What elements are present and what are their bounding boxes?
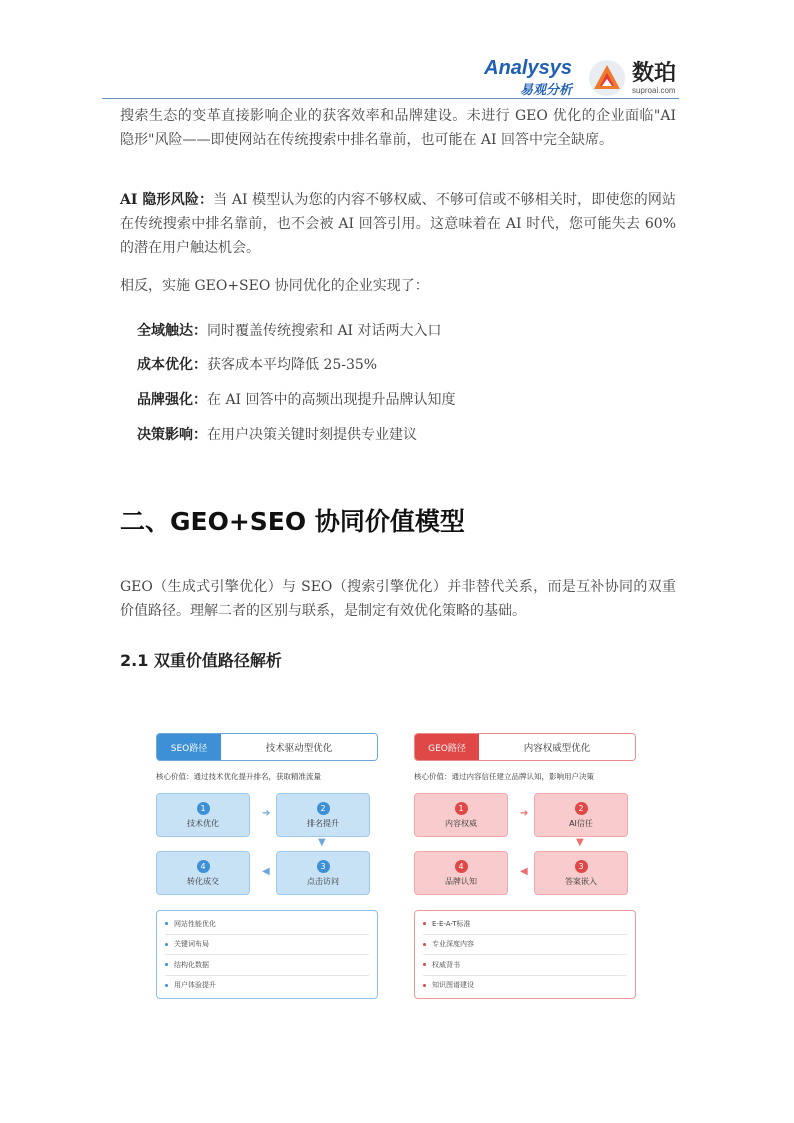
geo-item-list [414,910,636,999]
arrow-down-icon: ▼ [318,837,326,848]
list-item: E-E-A-T标准 [423,914,627,935]
benefit-item: 品牌强化：在 AI 回答中的高频出现提升品牌认知度 [137,392,456,408]
section-paragraph: GEO（生成式引擎优化）与 SEO（搜索引擎优化）并非替代关系，而是互补协同的双重价值路径。理解二者的区别与联系，是制定有效优化策略的基础。 [120,579,676,619]
arrow-down-icon: ▼ [576,837,584,848]
list-item: 权威背书 [423,955,627,976]
geo-step-grid [414,793,636,899]
arrow-left-icon: ◀ [262,866,270,877]
shubo-logo-url: suproai.com [631,85,676,95]
analysys-logo-en: Analysys [484,57,572,79]
intro-paragraph-3: 相反，实施 GEO+SEO 协同优化的企业实现了： [120,278,429,294]
ai-risk-text: 当 AI 模型认为您的内容不够权威、不够可信或不够相关时，即使您的网站在传统搜索中排名靠前，也不会被 AI 回答引用。这意味着在 AI 时代，您可能失去 60%的潜在用户触达机会。 [120,192,676,256]
geo-step: 4 品牌认知 [414,851,508,895]
ai-risk-label: AI 隐形风险： [120,192,214,208]
geo-step: 1 内容权威 [414,793,508,837]
shubo-logo [588,59,676,97]
seo-path-diagram [156,733,378,999]
shubo-logo-icon [588,59,626,97]
header-logos [484,58,676,98]
seo-step: 1 技术优化 [156,793,250,837]
geo-tag: GEO路径 [415,734,479,760]
shubo-logo-cn: 数珀 [631,60,676,86]
analysys-logo-cn: 易观分析 [519,82,572,97]
benefit-item: 决策影响：在用户决策关键时刻提供专业建议 [137,427,417,443]
arrow-right-icon: ➔ [520,808,529,819]
seo-step: 2 排名提升 [276,793,370,837]
geo-title: 内容权威型优化 [479,734,635,760]
list-item: 关键词布局 [165,935,369,956]
geo-path-diagram [414,733,636,999]
section-title: 二、GEO+SEO 协同价值模型 [120,507,465,536]
analysys-logo [484,58,572,98]
geo-core-value: 核心价值：通过内容信任建立品牌认知，影响用户决策 [414,772,594,781]
arrow-left-icon: ◀ [520,866,528,877]
subsection-title: 2.1 双重价值路径解析 [120,651,282,670]
list-item: 用户体验提升 [165,976,369,996]
benefit-item: 成本优化：获客成本平均降低 25-35% [137,357,378,373]
geo-header [414,733,636,761]
seo-item-list [156,910,378,999]
list-item: 网站性能优化 [165,914,369,935]
seo-tag: SEO路径 [157,734,221,760]
seo-step: 3 点击访问 [276,851,370,895]
intro-paragraph-2 [120,188,676,260]
intro-paragraph-1: 搜索生态的变革直接影响企业的获客效率和品牌建设。未进行 GEO 优化的企业面临"AI 隐形"风险——即使网站在传统搜索中排名靠前，也可能在 AI 回答中完全缺席。 [120,108,676,148]
list-item: 知识图谱建设 [423,976,627,996]
seo-step: 4 转化成交 [156,851,250,895]
list-item: 专业深度内容 [423,935,627,956]
seo-header [156,733,378,761]
list-item: 结构化数据 [165,955,369,976]
seo-core-value: 核心价值：通过技术优化提升排名，获取精准流量 [156,772,321,781]
geo-step: 2 AI信任 [534,793,628,837]
geo-step: 3 答案嵌入 [534,851,628,895]
header-divider [102,98,679,99]
benefit-item: 全域触达：同时覆盖传统搜索和 AI 对话两大入口 [137,323,442,339]
seo-title: 技术驱动型优化 [221,734,377,760]
seo-step-grid [156,793,378,899]
arrow-right-icon: ➔ [262,808,271,819]
